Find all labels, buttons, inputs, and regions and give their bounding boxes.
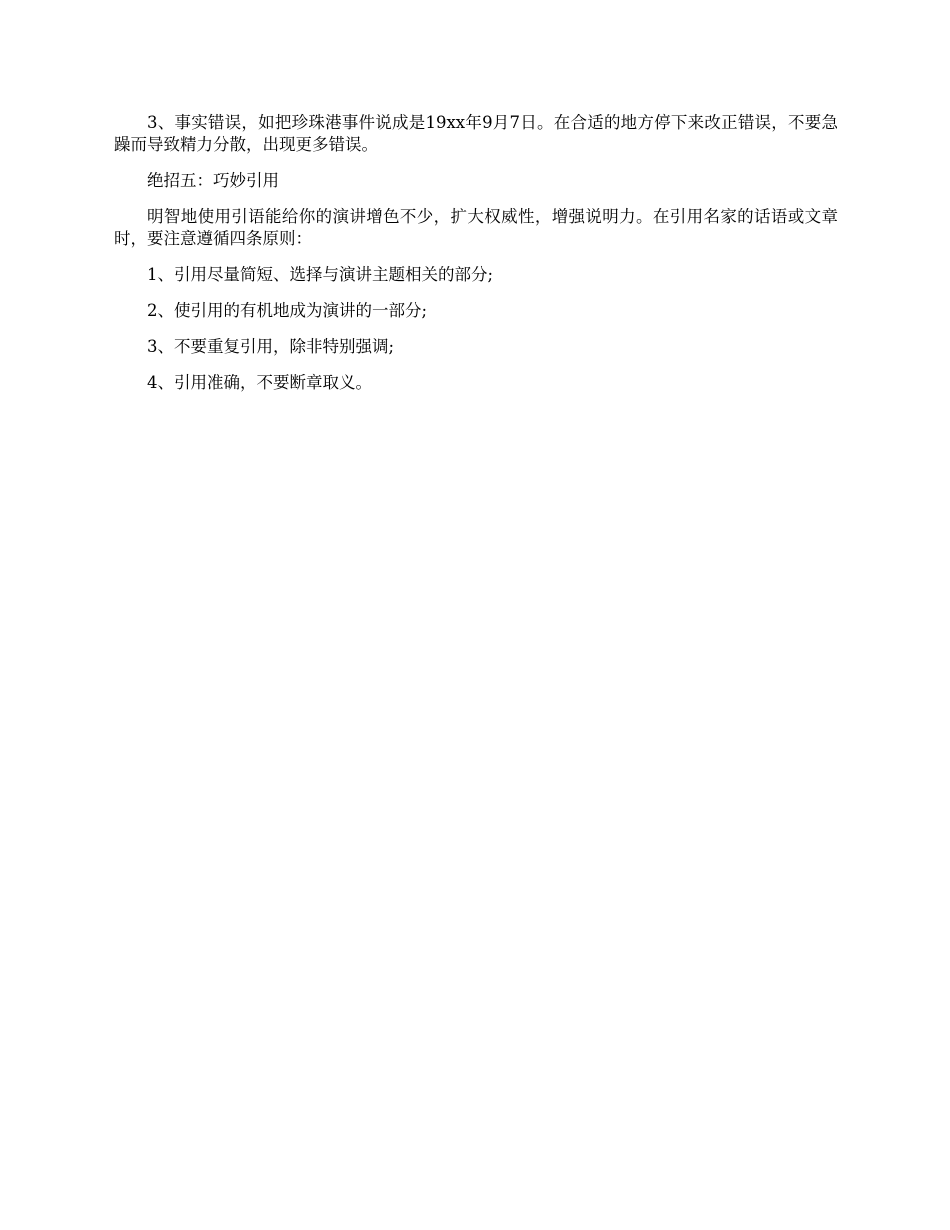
paragraph-quotation-intro: 明智地使用引语能给你的演讲增色不少，扩大权威性，增强说明力。在引用名家的话语或文章时，要注意遵循四条原则： (114, 207, 838, 248)
list-item-principle-4: 4、引用准确，不要断章取义。 (147, 373, 372, 392)
paragraph-fact-errors: 3、事实错误，如把珍珠港事件说成是19xx年9月7日。在合适的地方停下来改正错误，不要急躁而导致精力分散，出现更多错误。 (114, 113, 838, 154)
section-heading-quotation: 绝招五：巧妙引用 (147, 171, 279, 190)
list-item-principle-2: 2、使引用的有机地成为演讲的一部分; (147, 301, 428, 320)
list-item-principle-1: 1、引用尽量简短、选择与演讲主题相关的部分; (147, 265, 494, 284)
list-item-principle-3: 3、不要重复引用，除非特别强调; (147, 337, 395, 356)
document-body (114, 112, 838, 408)
